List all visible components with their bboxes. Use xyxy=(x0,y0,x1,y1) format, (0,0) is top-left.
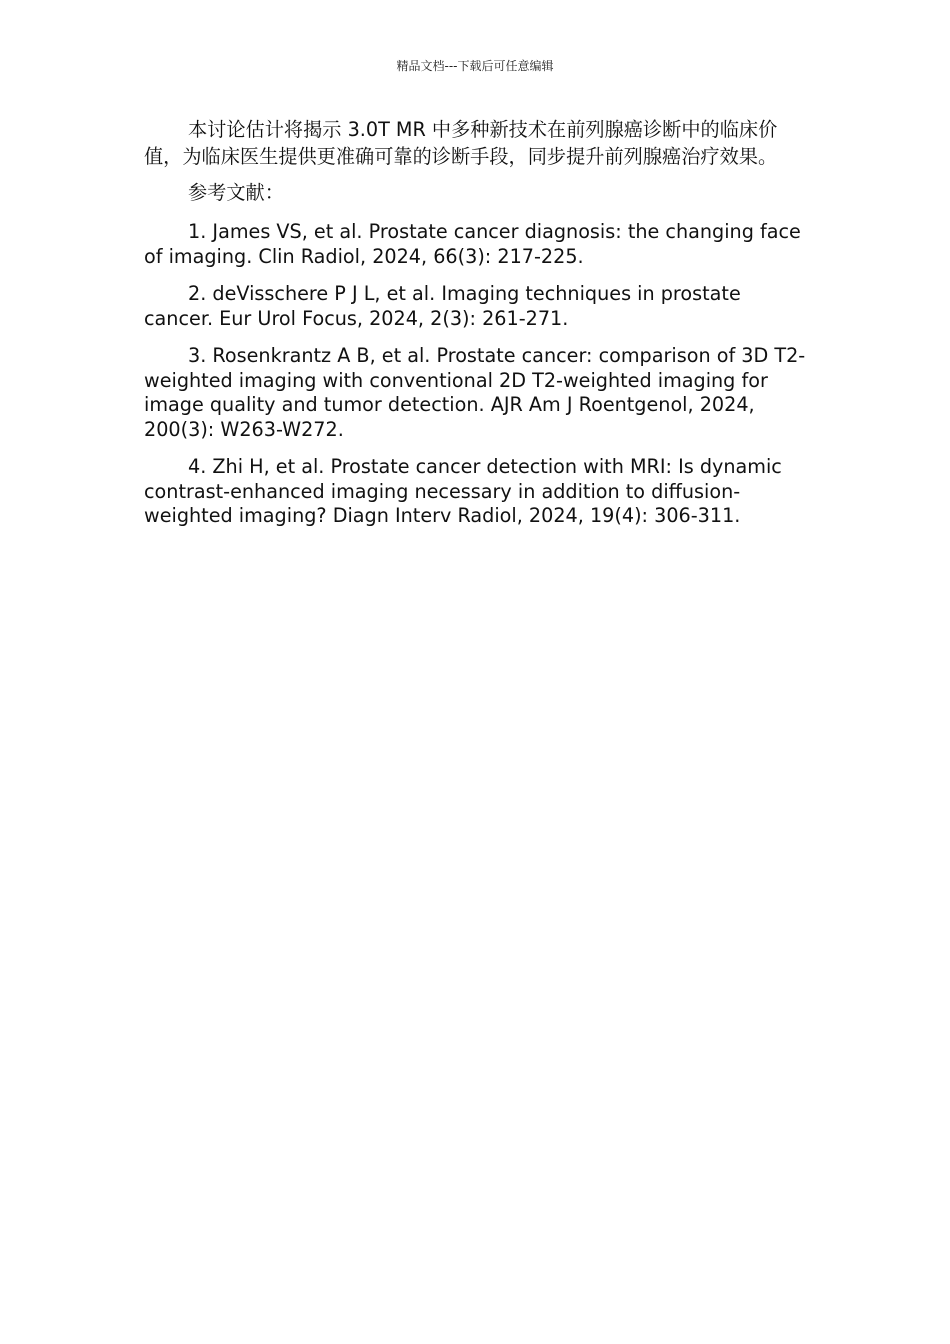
reference-item-1: 1. James VS, et al. Prostate cancer diagnosis: the changing face of imaging. Clin Radiol, 2024, 66(3): 217-225. xyxy=(144,220,801,268)
page-header: 精品文档---下载后可任意编辑 xyxy=(396,59,554,73)
reference-item-2: 2. deVisschere P J L, et al. Imaging techniques in prostate cancer. Eur Urol Focus, 2024, 2(3): 261-271. xyxy=(144,282,741,330)
references-heading: 参考文献： xyxy=(188,181,284,204)
intro-paragraph: 本讨论估计将揭示 3.0T MR 中多种新技术在前列腺癌诊断中的临床价值，为临床医生提供更准确可靠的诊断手段，同步提升前列腺癌治疗效果。 xyxy=(144,118,778,168)
reference-item-4: 4. Zhi H, et al. Prostate cancer detection with MRI: Is dynamic contrast-enhanced imaging necessary in addition to diffusion-weighted imaging? Diagn Interv Radiol, 2024, 19(4): 306-311. xyxy=(144,455,782,527)
reference-item-3: 3. Rosenkrantz A B, et al. Prostate cancer: comparison of 3D T2-weighted imaging with conventional 2D T2-weighted imaging for image quality and tumor detection. AJR Am J Roentgenol, 2024, 200(3): W263-W272. xyxy=(144,344,806,441)
document-body xyxy=(144,116,809,542)
